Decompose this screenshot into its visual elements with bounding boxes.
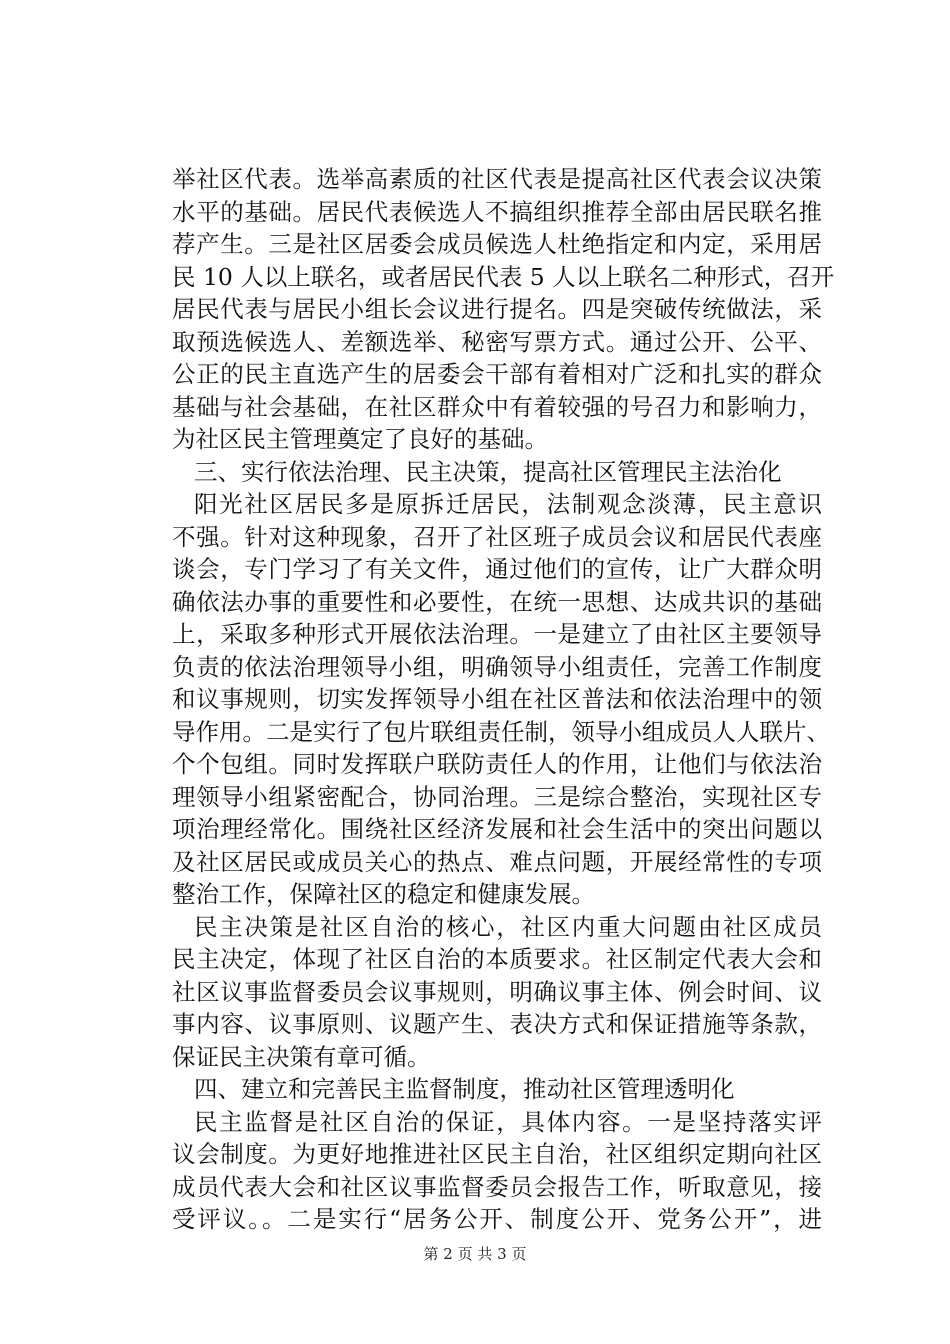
text-line: 居民代表与居民小组长会议进行提名。四是突破传统做法，采 <box>172 295 822 323</box>
text-line: 事内容、议事原则、议题产生、表决方式和保证措施等条款， <box>172 1010 822 1038</box>
text-line: 个个包组。同时发挥联户联防责任人的作用，让他们与依法治 <box>172 750 822 778</box>
text-line: 及社区居民或成员关心的热点、难点问题，开展经常性的专项 <box>172 847 822 876</box>
text-line: 荐产生。三是社区居委会成员候选人杜绝指定和内定，采用居 <box>172 230 822 258</box>
text-line: 为社区民主管理奠定了良好的基础。 <box>172 425 548 453</box>
text-line: 水平的基础。居民代表候选人不搞组织推荐全部由居民联名推 <box>172 197 822 226</box>
text-line: 项治理经常化。围绕社区经济发展和社会生活中的突出问题以 <box>172 815 822 843</box>
text-line: 保证民主决策有章可循。 <box>172 1042 431 1071</box>
text-line: 理领导小组紧密配合，协同治理。三是综合整治，实现社区专 <box>172 782 822 811</box>
text-line: 确依法办事的重要性和必要性，在统一思想、达成共识的基础 <box>172 587 822 616</box>
text-line: 不强。针对这种现象，召开了社区班子成员会议和居民代表座 <box>172 522 822 551</box>
text-line: 举社区代表。选举高素质的社区代表是提高社区代表会议决策 <box>172 165 822 193</box>
text-line: 受评议。。二是实行“居务公开、制度公开、党务公开”，进 <box>172 1205 822 1233</box>
page-footer: 第 2 页 共 3 页 <box>423 1245 527 1263</box>
text-line: 民主决定，体现了社区自治的本质要求。社区制定代表大会和 <box>172 945 822 973</box>
text-line: 四、建立和完善民主监督制度，推动社区管理透明化 <box>194 1075 735 1103</box>
text-line: 和议事规则，切实发挥领导小组在社区普法和依法治理中的领 <box>172 685 822 713</box>
text-line: 三、实行依法治理、民主决策，提高社区管理民主法治化 <box>194 457 782 486</box>
text-line: 基础与社会基础，在社区群众中有着较强的号召力和影响力， <box>172 392 822 421</box>
text-line: 议会制度。为更好地推进社区民主自治，社区组织定期向社区 <box>172 1140 822 1168</box>
text-line: 社区议事监督委员会议事规则，明确议事主体、例会时间、议 <box>172 977 822 1006</box>
text-line: 阳光社区居民多是原拆迁居民，法制观念淡薄，民主意识 <box>194 490 822 518</box>
text-line: 公正的民主直选产生的居委会干部有着相对广泛和扎实的群众 <box>172 360 822 388</box>
text-line: 民主决策是社区自治的核心，社区内重大问题由社区成员 <box>194 912 822 941</box>
text-line: 民 10 人以上联名，或者居民代表 5 人以上联名二种形式，召开 <box>172 262 835 291</box>
text-line: 整治工作，保障社区的稳定和健康发展。 <box>172 880 595 908</box>
text-line: 上，采取多种形式开展依法治理。一是建立了由社区主要领导 <box>172 620 822 648</box>
text-line: 负责的依法治理领导小组，明确领导小组责任，完善工作制度 <box>172 652 822 681</box>
text-line: 民主监督是社区自治的保证，具体内容。一是坚持落实评 <box>194 1107 822 1136</box>
text-line: 成员代表大会和社区议事监督委员会报告工作，听取意见，接 <box>172 1172 822 1201</box>
text-line: 导作用。二是实行了包片联组责任制，领导小组成员人人联片、 <box>172 717 830 746</box>
text-line: 谈会，专门学习了有关文件，通过他们的宣传，让广大群众明 <box>172 555 822 583</box>
document-body <box>172 163 835 1236</box>
text-line: 取预选候选人、差额选举、秘密写票方式。通过公开、公平、 <box>172 327 822 356</box>
